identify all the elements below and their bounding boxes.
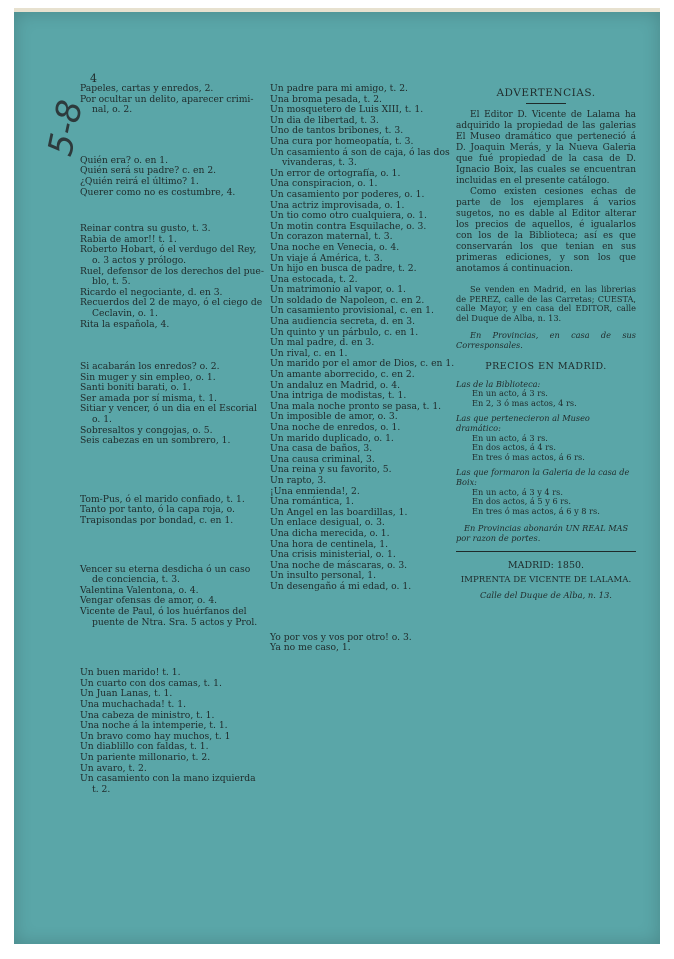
price-group bbox=[456, 414, 636, 462]
catalog-entry: Un Juan Lanas, t. 1. bbox=[80, 688, 173, 700]
catalog-entry: Un mosquetero de Luis XIII, t. 1. bbox=[270, 104, 424, 116]
price-group-title: Las que pertenecieron al Museo dramático: bbox=[456, 413, 590, 433]
catalog-group bbox=[270, 84, 455, 593]
catalog-entry: Una hora de centinela, 1. bbox=[270, 538, 389, 550]
catalog-entry: Un casamiento con la mano izquierda bbox=[80, 773, 256, 785]
catalog-entry: Reinar contra su gusto, t. 3. bbox=[80, 223, 211, 235]
catalog-group bbox=[80, 156, 265, 198]
catalog-entry: Un desengaño á mi edad, o. 1. bbox=[270, 580, 412, 592]
catalog-entry: Ser amada por sí misma, t. 1. bbox=[80, 392, 217, 404]
catalog-entry: Yo por vos y vos por otro! o. 3. bbox=[270, 631, 412, 643]
catalog-entry: Seis cabezas en un sombrero, 1. bbox=[80, 435, 231, 447]
catalog-entry: Una cura por homeopatía, t. 3. bbox=[270, 135, 414, 147]
notices-heading: ADVERTENCIAS. bbox=[496, 87, 596, 99]
provinces-sales: En Provincias, en casa de sus Corresponsales. bbox=[456, 330, 636, 350]
catalog-entry: Querer como no es costumbre, 4. bbox=[80, 186, 236, 198]
catalog-entry: Un error de ortografía, o. 1. bbox=[270, 167, 401, 179]
catalog-column-middle bbox=[270, 84, 455, 654]
handwritten-annotation: 5-8 bbox=[40, 96, 92, 160]
catalog-entry: Rabia de amor!! t. 1. bbox=[80, 233, 177, 245]
catalog-group bbox=[80, 565, 265, 629]
price-line: En dos actos, á 5 y 6 rs. bbox=[472, 496, 571, 507]
price-line: En tres ó mas actos, á 6 y 8 rs. bbox=[472, 505, 600, 516]
catalog-entry: Un casamiento provisional, c. en 1. bbox=[270, 305, 434, 317]
catalog-entry: Un insulto personal, 1. bbox=[270, 570, 377, 582]
catalog-entry: Tom-Pus, ó el marido confiado, t. 1. bbox=[80, 493, 245, 505]
catalog-entry: Un imposible de amor, o. 3. bbox=[270, 411, 398, 423]
catalog-entry: t. 2. bbox=[92, 783, 111, 795]
catalog-entry: Un dia de libertad, t. 3. bbox=[270, 114, 379, 126]
catalog-entry: Quién era? o. en 1. bbox=[80, 154, 169, 166]
catalog-group bbox=[80, 668, 265, 795]
catalog-entry: vivanderas, t. 3. bbox=[282, 157, 357, 169]
catalog-entry: Si acabarán los enredos? o. 2. bbox=[80, 361, 220, 373]
price-group-title: Las de la Biblioteca: bbox=[456, 378, 541, 389]
price-line: En 2, 3 ó mas actos, 4 rs. bbox=[472, 397, 577, 408]
catalog-entry: Un rival, c. en 1. bbox=[270, 347, 348, 359]
catalog-entry: Roberto Hobart, ó el verdugo del Rey, bbox=[80, 244, 257, 256]
catalog-entry: Sobresaltos y congojas, o. 5. bbox=[80, 424, 213, 436]
catalog-group bbox=[80, 84, 265, 116]
catalog-entry: Vengar ofensas de amor, o. 4. bbox=[80, 595, 218, 607]
catalog-entry: Trapisondas por bondad, c. en 1. bbox=[80, 515, 234, 527]
catalog-entry: Ricardo el negociante, d. en 3. bbox=[80, 286, 223, 298]
catalog-entry: Vencer su eterna desdicha ó un caso bbox=[80, 563, 251, 575]
price-line: En un acto, á 3 y 4 rs. bbox=[472, 486, 563, 497]
catalog-entry: Vicente de Paul, ó los huérfanos del bbox=[80, 606, 247, 617]
catalog-entry: Un Angel en las boardillas, 1. bbox=[270, 506, 408, 518]
catalog-entry: Un marido duplicado, o. 1. bbox=[270, 432, 394, 444]
catalog-entry: Un quinto y un párbulo, c. en 1. bbox=[270, 326, 419, 338]
catalog-entry: Valentina Valentona, o. 4. bbox=[80, 584, 199, 596]
catalog-entry: Una noche en Venecia, o. 4. bbox=[270, 241, 400, 253]
catalog-entry: ¡Una enmienda!, 2. bbox=[270, 485, 360, 497]
catalog-entry: Ya no me caso, 1. bbox=[270, 642, 351, 654]
catalog-entry: Un casamiento por poderes, o. 1. bbox=[270, 188, 425, 200]
imprint-address: Calle del Duque de Alba, n. 13. bbox=[480, 590, 612, 601]
catalog-entry: Una intriga de modistas, t. 1. bbox=[270, 390, 407, 402]
catalog-entry: puente de Ntra. Sra. 5 actos y Prol. bbox=[92, 616, 258, 628]
catalog-entry: blo, t. 5. bbox=[92, 276, 131, 288]
catalog-entry: Una crisis ministerial, o. 1. bbox=[270, 549, 396, 561]
catalog-entry: o. 1. bbox=[92, 414, 112, 426]
catalog-entry: Una mala noche pronto se pasa, t. 1. bbox=[270, 400, 442, 412]
catalog-group bbox=[80, 495, 265, 527]
price-line: En dos actos, á 4 rs. bbox=[472, 442, 556, 453]
catalog-entry: ¿Quién reirá el último? 1. bbox=[80, 175, 199, 187]
catalog-entry: Una muchachada! t. 1. bbox=[80, 698, 187, 710]
catalog-entry: Un pariente millonario, t. 2. bbox=[80, 751, 211, 763]
notice-paragraph: El Editor D. Vicente de Lalama ha adquirido la propiedad de las galerias El Museo dramático que perteneció á D. Joaquin Merás, y la Nueva Galeria que fué propiedad de la casa de D. Ignacio Boix, las cuales se encuentran incluidas en el presente catálogo. bbox=[456, 110, 636, 186]
catalog-entry: Una estocada, t. 2. bbox=[270, 273, 358, 285]
catalog-entry: Un bravo como hay muchos, t. 1 bbox=[80, 730, 231, 742]
catalog-entry: Un tio como otro cualquiera, o. 1. bbox=[270, 210, 427, 222]
catalog-entry: Un matrimonio al vapor, o. 1. bbox=[270, 284, 406, 296]
imprint-press: IMPRENTA DE VICENTE DE LALAMA. bbox=[460, 575, 632, 586]
catalog-entry: Una broma pesada, t. 2. bbox=[270, 93, 382, 105]
catalog-entry: Una noche á la intemperie, t. 1. bbox=[80, 720, 228, 732]
divider bbox=[456, 551, 636, 552]
catalog-entry: Un avaro, t. 2. bbox=[80, 762, 147, 774]
catalog-entry: Un marido por el amor de Dios, c. en 1. bbox=[270, 358, 455, 370]
notices-column bbox=[456, 88, 636, 601]
catalog-entry: Una cabeza de ministro, t. 1. bbox=[80, 709, 215, 721]
catalog-entry: Una reina y su favorito, 5. bbox=[270, 464, 392, 476]
catalog-entry: Sin muger y sin empleo, o. 1. bbox=[80, 371, 216, 383]
catalog-entry: Un diablillo con faldas, t. 1. bbox=[80, 741, 209, 753]
catalog-group bbox=[80, 362, 265, 447]
catalog-entry: Papeles, cartas y enredos, 2. bbox=[80, 83, 214, 94]
catalog-entry: Santi boniti barati, o. 1. bbox=[80, 382, 191, 394]
catalog-entry: Un amante aborrecido, c. en 2. bbox=[270, 369, 415, 381]
price-group bbox=[456, 468, 636, 516]
catalog-column-left bbox=[80, 84, 265, 795]
catalog-entry: Un padre para mi amigo, t. 2. bbox=[270, 83, 408, 94]
catalog-entry: Un rapto, 3. bbox=[270, 474, 327, 486]
imprint-city: MADRID: 1850. bbox=[507, 560, 585, 572]
catalog-group bbox=[270, 633, 455, 654]
catalog-entry: Un motin contra Esquilache, o. 3. bbox=[270, 220, 427, 232]
catalog-entry: Una audiencia secreta, d. en 3. bbox=[270, 316, 416, 328]
catalog-entry: Un casamiento á son de caja, ó las dos bbox=[270, 146, 450, 158]
price-line: En tres ó mas actos, á 6 rs. bbox=[472, 451, 585, 462]
catalog-entry: Una causa criminal, 3. bbox=[270, 453, 375, 465]
catalog-entry: Recuerdos del 2 de mayo, ó el ciego de bbox=[80, 297, 263, 309]
price-group-title: Las que formaron la Galeria de la casa de Boix: bbox=[456, 467, 630, 487]
page-number: 4 bbox=[90, 72, 97, 85]
catalog-entry: Ruel, defensor de los derechos del pue- bbox=[80, 265, 264, 277]
price-line: En un acto, á 3 rs. bbox=[472, 432, 548, 443]
sale-locations: Se venden en Madrid, en las librerias de PEREZ, calle de las Carretas; CUESTA, calle Mayor, y en casa del EDITOR, calle del Duque de Alba, n. 13. bbox=[456, 284, 636, 323]
price-group bbox=[456, 380, 636, 409]
catalog-entry: nal, o. 2. bbox=[92, 104, 133, 116]
catalog-entry: Un enlace desigual, o. 3. bbox=[270, 517, 385, 529]
catalog-entry: Quién será su padre? c. en 2. bbox=[80, 165, 217, 177]
catalog-entry: Un andaluz en Madrid, o. 4. bbox=[270, 379, 401, 391]
catalog-entry: o. 3 actos y prólogo. bbox=[92, 254, 187, 266]
catalog-entry: Una romántica, 1. bbox=[270, 496, 354, 508]
catalog-entry: Un viaje á América, t. 3. bbox=[270, 252, 383, 264]
notice-paragraph: Como existen cesiones echas de parte de los ejemplares á varios sugetos, no es dable al Editor alterar los precios de aquellos, é igualarlos con los de la Biblioteca; así es que conservarán los que tenian en sus primeras ediciones, y son los que anotamos á continuacion. bbox=[456, 187, 636, 274]
catalog-entry: Un soldado de Napoleon, c. en 2. bbox=[270, 294, 425, 306]
catalog-entry: Un corazon maternal, t. 3. bbox=[270, 231, 393, 243]
catalog-entry: Un cuarto con dos camas, t. 1. bbox=[80, 677, 222, 689]
prices-heading: PRECIOS EN MADRID. bbox=[485, 360, 607, 372]
catalog-entry: Por ocultar un delito, aparecer crimi- bbox=[80, 93, 254, 105]
catalog-entry: Uno de tantos bribones, t. 3. bbox=[270, 125, 404, 137]
catalog-group bbox=[80, 224, 265, 330]
catalog-entry: Rita la española, 4. bbox=[80, 318, 170, 330]
price-line: En un acto, á 3 rs. bbox=[472, 388, 548, 399]
catalog-entry: Un buen marido! t. 1. bbox=[80, 667, 181, 679]
catalog-entry: Una conspiracion, o. 1. bbox=[270, 178, 378, 190]
catalog-entry: Una actriz improvisada, o. 1. bbox=[270, 199, 405, 211]
catalog-entry: Tanto por tanto, ó la capa roja, o. bbox=[80, 504, 235, 516]
divider bbox=[526, 103, 566, 104]
postage-note: En Provincias abonarán UN REAL MAS por razon de portes. bbox=[456, 523, 629, 543]
catalog-entry: Una casa de baños, 3. bbox=[270, 443, 373, 455]
catalog-entry: Un mal padre, d. en 3. bbox=[270, 337, 375, 349]
catalog-entry: Sitiar y vencer, ó un dia en el Escorial bbox=[80, 403, 257, 415]
catalog-entry: Una dicha merecida, o. 1. bbox=[270, 527, 390, 539]
catalog-entry: Una noche de máscaras, o. 3. bbox=[270, 559, 408, 571]
catalog-entry: Ceclavin, o. 1. bbox=[92, 307, 158, 319]
catalog-entry: Un hijo en busca de padre, t. 2. bbox=[270, 263, 417, 275]
catalog-entry: Una noche de enredos, o. 1. bbox=[270, 422, 401, 433]
catalog-entry: de conciencia, t. 3. bbox=[92, 574, 180, 586]
